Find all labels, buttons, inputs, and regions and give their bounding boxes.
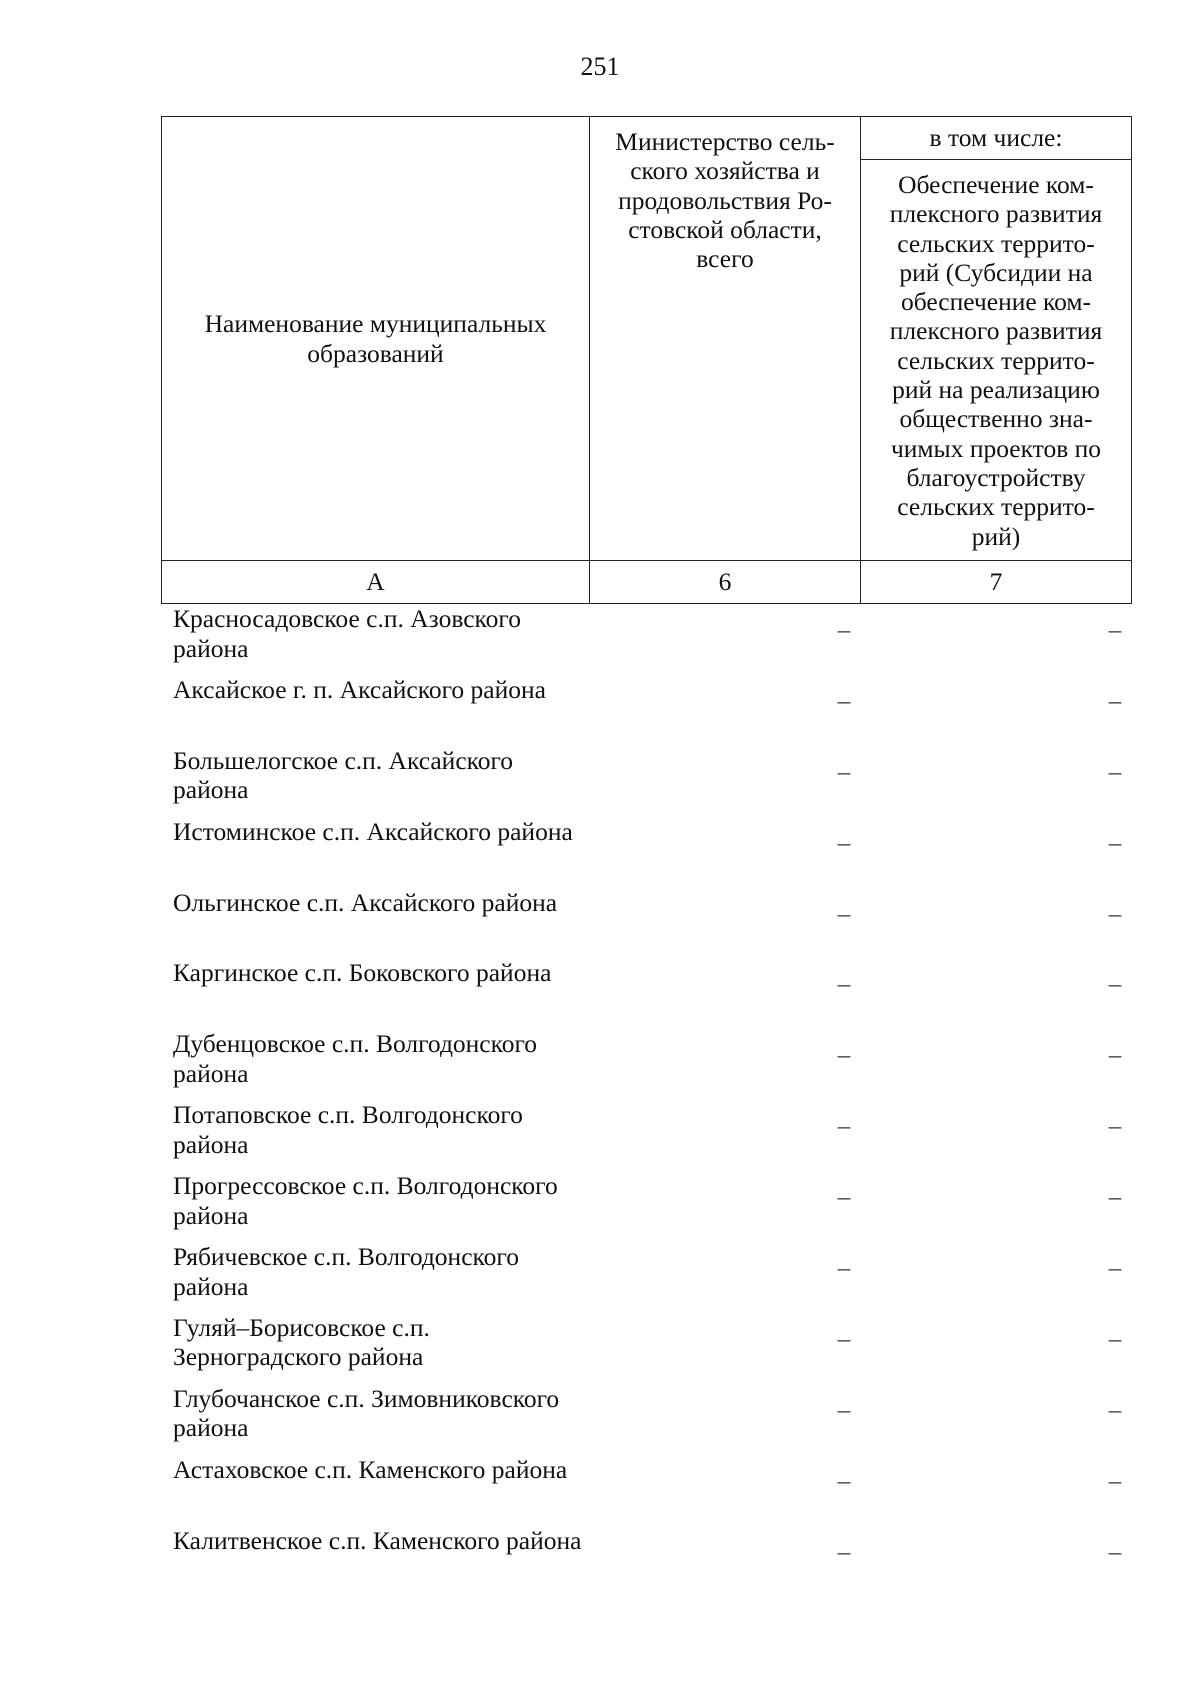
municipality-name: Глубочанское с.п. Зимовниковского района bbox=[173, 1383, 560, 1443]
value-col6: – bbox=[837, 617, 851, 644]
header-rural-development-text: Обеспечение ком- плексного развития сельских террито- рий (Субсидии на обеспечение ком- плексного развития сельских террито- рий на реализацию общественно зна- чимых проектов по благоустройству сельских террито- рий) bbox=[889, 170, 1103, 551]
header-ministry-total-text: Министерство сель- ского хозяйства и продовольствия Ро- стовской области, всего bbox=[615, 127, 835, 274]
page-number: 251 bbox=[580, 52, 620, 81]
table-row bbox=[161, 1096, 1132, 1167]
value-col7: – bbox=[1108, 1396, 1122, 1424]
value-col6: – bbox=[837, 1396, 851, 1424]
table-row bbox=[161, 1167, 1132, 1238]
header-index-7: 7 bbox=[861, 561, 1132, 604]
value-col6: – bbox=[837, 1184, 851, 1212]
table-header bbox=[161, 116, 1132, 604]
municipality-name: Потаповское с.п. Волгодонского района bbox=[173, 1100, 523, 1159]
table-row bbox=[161, 1522, 1132, 1593]
municipality-name: Большелогское с.п. Аксайского района bbox=[173, 745, 514, 805]
value-col7: – bbox=[1108, 687, 1122, 715]
table-row bbox=[161, 1380, 1132, 1451]
header-including-text: в том числе: bbox=[929, 123, 1063, 153]
header-ministry-total bbox=[590, 117, 861, 561]
municipality-name: Истоминское с.п. Аксайского района bbox=[173, 816, 573, 846]
table-row bbox=[161, 954, 1132, 1025]
value-col7: – bbox=[1108, 1467, 1122, 1495]
value-col6: – bbox=[837, 1255, 851, 1283]
value-col6: – bbox=[837, 687, 851, 715]
table-row bbox=[161, 884, 1132, 955]
value-col7: – bbox=[1108, 617, 1122, 644]
header-municipality-name bbox=[162, 117, 590, 561]
municipality-name: Красносадовское с.п. Азовского района bbox=[173, 604, 521, 663]
value-col6: – bbox=[837, 1538, 851, 1566]
value-col7: – bbox=[1108, 1255, 1122, 1283]
table-row bbox=[161, 600, 1132, 671]
value-col6: – bbox=[837, 1325, 851, 1353]
value-col7: – bbox=[1108, 900, 1122, 928]
value-col6: – bbox=[837, 1113, 851, 1141]
header-index-6: 6 bbox=[590, 561, 861, 604]
municipality-name: Рябичевское с.п. Волгодонского района bbox=[173, 1242, 519, 1301]
value-col6: – bbox=[837, 1042, 851, 1070]
municipality-name: Дубенцовское с.п. Волгодонского района bbox=[173, 1029, 538, 1088]
table-row bbox=[161, 742, 1132, 813]
value-col7: – bbox=[1108, 829, 1122, 857]
table-row bbox=[161, 1025, 1132, 1096]
municipality-name: Астаховское с.п. Каменского района bbox=[173, 1454, 568, 1484]
municipality-name: Прогрессовское с.п. Волгодонского района bbox=[173, 1171, 558, 1230]
header-municipality-name-text: Наименование муниципальных образований bbox=[204, 309, 547, 368]
value-col7: – bbox=[1108, 1042, 1122, 1070]
header-rural-development bbox=[861, 160, 1132, 561]
value-col6: – bbox=[837, 758, 851, 786]
header-index-a: А bbox=[162, 561, 590, 604]
value-col7: – bbox=[1108, 758, 1122, 786]
value-col7: – bbox=[1108, 1538, 1122, 1566]
value-col7: – bbox=[1108, 1113, 1122, 1141]
table-row bbox=[161, 671, 1132, 742]
municipality-name: Аксайское г. п. Аксайского района bbox=[173, 674, 546, 704]
municipality-name: Ольгинское с.п. Аксайского района bbox=[173, 887, 558, 917]
value-col7: – bbox=[1108, 1184, 1122, 1212]
value-col6: – bbox=[837, 1467, 851, 1495]
value-col7: – bbox=[1108, 971, 1122, 999]
value-col6: – bbox=[837, 829, 851, 857]
table-row bbox=[161, 1451, 1132, 1522]
value-col7: – bbox=[1108, 1325, 1122, 1353]
table-row bbox=[161, 813, 1132, 884]
municipality-name: Каргинское с.п. Боковского района bbox=[173, 958, 552, 988]
value-col6: – bbox=[837, 971, 851, 999]
municipality-name: Калитвенское с.п. Каменского района bbox=[173, 1525, 582, 1555]
municipality-name: Гуляй–Борисовское с.п. Зерноградского района bbox=[173, 1312, 430, 1372]
table-row bbox=[161, 1238, 1132, 1309]
table-body bbox=[161, 600, 1132, 1592]
header-including bbox=[861, 117, 1132, 160]
table-row bbox=[161, 1309, 1132, 1380]
value-col6: – bbox=[837, 900, 851, 928]
